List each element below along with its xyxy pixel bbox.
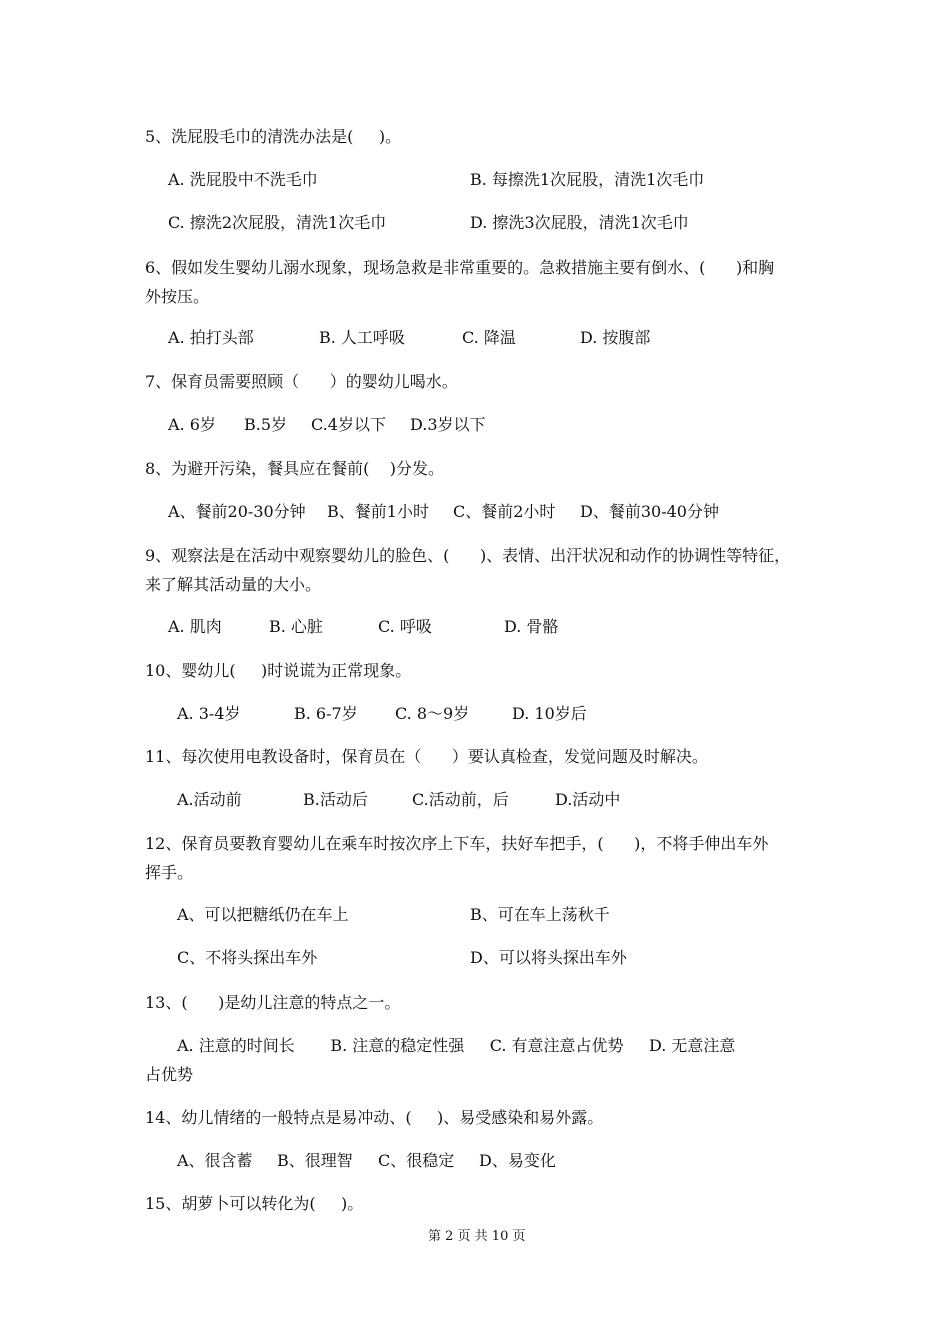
question-10-stem: 10、婴幼儿( )时说谎为正常现象。 <box>145 661 412 680</box>
question-7-option-b: B.5岁 <box>244 415 288 434</box>
question-7-stem: 7、保育员需要照顾（ ）的婴幼儿喝水。 <box>145 372 458 391</box>
question-12-option-a: A、可以把糖纸仍在车上 <box>177 905 349 924</box>
question-11-option-c: C.活动前，后 <box>412 790 509 809</box>
question-8-option-b: B、餐前1小时 <box>327 502 429 521</box>
question-14-option-a: A、很含蓄 <box>177 1151 253 1170</box>
question-13-stem: 13、( )是幼儿注意的特点之一。 <box>145 993 401 1012</box>
question-9-option-d: D. 骨骼 <box>504 617 559 636</box>
question-11-option-b: B.活动后 <box>303 790 368 809</box>
question-14-stem: 14、幼儿情绪的一般特点是易冲动、( )、易受感染和易外露。 <box>145 1108 604 1127</box>
question-12-option-b: B、可在车上荡秋千 <box>470 905 610 924</box>
question-9-stem-line1: 9、观察法是在活动中观察婴幼儿的脸色、( )、表情、出汗状况和动作的协调性等特征， <box>145 546 791 565</box>
question-9-option-b: B. 心脏 <box>269 617 323 636</box>
question-8-option-a: A、餐前20-30分钟 <box>168 502 306 521</box>
question-10-option-d: D. 10岁后 <box>512 704 587 723</box>
question-6-option-c: C. 降温 <box>462 328 516 347</box>
question-8-option-d: D、餐前30-40分钟 <box>580 502 719 521</box>
question-12-stem-line2: 挥手。 <box>145 863 194 882</box>
question-8-stem: 8、为避开污染，餐具应在餐前( )分发。 <box>145 459 445 478</box>
question-10-option-a: A. 3-4岁 <box>177 704 241 723</box>
question-14-option-c: C、很稳定 <box>378 1151 455 1170</box>
question-6-stem-line1: 6、假如发生婴幼儿溺水现象，现场急救是非常重要的。急救措施主要有倒水、( )和胸 <box>145 258 775 277</box>
question-8-option-c: C、餐前2小时 <box>453 502 556 521</box>
question-9-option-a: A. 肌肉 <box>168 617 222 636</box>
question-12-option-c: C、不将头探出车外 <box>177 948 318 967</box>
question-5-option-c: C. 擦洗2次屁股，清洗1次毛巾 <box>168 213 387 232</box>
question-5-stem: 5、洗屁股毛巾的清洗办法是( )。 <box>145 127 402 146</box>
question-14-option-b: B、很理智 <box>277 1151 353 1170</box>
question-7-option-d: D.3岁以下 <box>410 415 486 434</box>
question-10-option-c: C. 8～9岁 <box>395 704 470 723</box>
question-6-option-b: B. 人工呼吸 <box>319 328 405 347</box>
question-9-option-c: C. 呼吸 <box>378 617 432 636</box>
question-14-option-d: D、易变化 <box>479 1151 556 1170</box>
question-11-option-d: D.活动中 <box>555 790 621 809</box>
question-6-option-a: A. 拍打头部 <box>168 328 254 347</box>
question-15-stem: 15、胡萝卜可以转化为( )。 <box>145 1194 364 1213</box>
question-6-option-d: D. 按腹部 <box>580 328 651 347</box>
page-number-footer: 第 2 页 共 10 页 <box>428 1229 526 1244</box>
question-11-stem: 11、每次使用电教设备时，保育员在（ ）要认真检查，发觉问题及时解决。 <box>145 747 708 766</box>
question-5-option-b: B. 每擦洗1次屁股，清洗1次毛巾 <box>470 170 705 189</box>
question-11-option-a: A.活动前 <box>177 790 242 809</box>
question-7-option-a: A. 6岁 <box>168 415 216 434</box>
question-5-option-d: D. 擦洗3次屁股，清洗1次毛巾 <box>470 213 689 232</box>
question-6-stem-line2: 外按压。 <box>145 287 210 306</box>
question-12-stem-line1: 12、保育员要教育婴幼儿在乘车时按次序上下车，扶好车把手，( )，不将手伸出车外 <box>145 834 769 853</box>
question-7-option-c: C.4岁以下 <box>311 415 386 434</box>
question-12-option-d: D、可以将头探出车外 <box>470 948 627 967</box>
question-13-options-continued: 占优势 <box>145 1065 194 1084</box>
question-9-stem-line2: 来了解其活动量的大小。 <box>145 575 322 594</box>
question-5-option-a: A. 洗屁股中不洗毛巾 <box>168 170 318 189</box>
question-13-options: A. 注意的时间长 B. 注意的稳定性强 C. 有意注意占优势 D. 无意注意 <box>177 1036 736 1055</box>
question-10-option-b: B. 6-7岁 <box>294 704 358 723</box>
